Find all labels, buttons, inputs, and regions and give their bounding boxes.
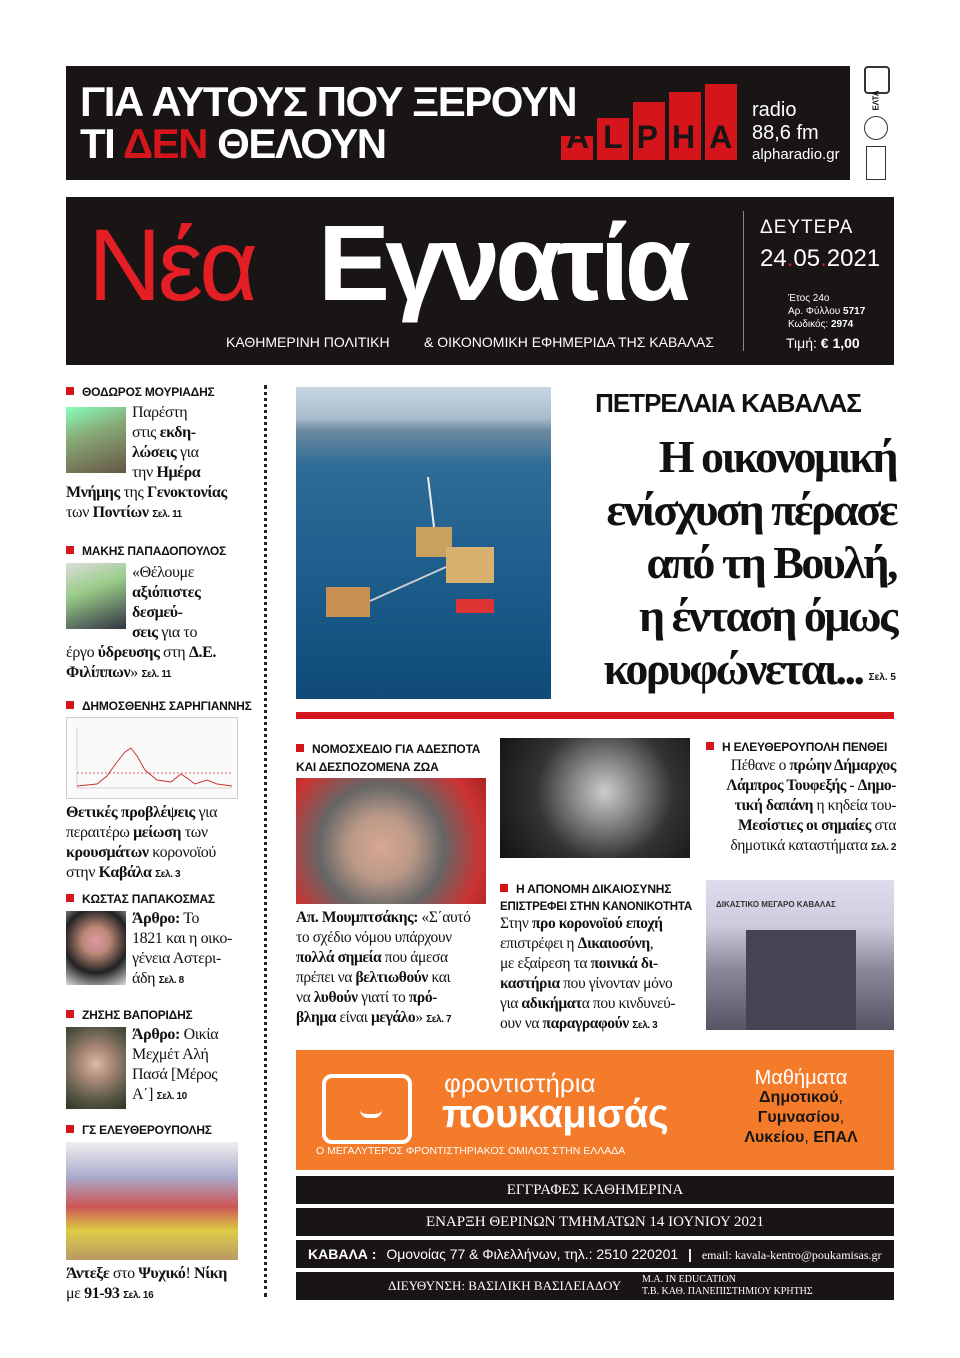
- radio-site: alpharadio.gr: [752, 146, 840, 163]
- code-number: 2974: [830, 319, 854, 330]
- radio-banner: [66, 66, 850, 180]
- issue-year: Έτος 24ο: [788, 293, 830, 304]
- postal-stamp: [858, 66, 894, 184]
- covid-trend-graphic: [67, 718, 239, 800]
- ad-brand-name: πουκαμισάς: [442, 1092, 669, 1136]
- ad-row-summer: ΕΝΑΡΞΗ ΘΕΡΙΝΩΝ ΤΜΗΜΑΤΩΝ 14 ΙΟΥΝΙΟΥ 2021: [296, 1208, 894, 1236]
- issue-day: ΔΕΥΤΕΡΑ: [760, 217, 854, 238]
- price-value: € 1,00: [820, 335, 860, 351]
- banner-line1: ΓΙΑ ΑΥΤΟΥΣ ΠΟΥ ΞΕΡΟΥΝ: [80, 78, 577, 125]
- story-sarigiannis: Θετικές προβλέψεις για περαιτέρω μείωση των κρουσμάτων κορονοϊού στην Καβάλα Σελ. 3: [66, 804, 218, 881]
- photo-papadopoulos: [66, 563, 126, 629]
- page-ref: Σελ. 11: [141, 669, 172, 680]
- kicker-vaporidis: ΖΗΣΗΣ ΒΑΠΟΡΙΔΗΣ: [66, 1008, 193, 1022]
- photo-toufexis: [500, 738, 690, 858]
- sheet-number: 5717: [843, 306, 866, 317]
- ad-courses-title: Μαθήματα: [754, 1067, 848, 1089]
- photo-mouriadis: [66, 407, 126, 473]
- headline-line: ενίσχυση πέρασε: [606, 484, 896, 535]
- date-year: 2021: [826, 245, 881, 272]
- photo-courthouse: [706, 880, 894, 1030]
- photo-moumptsakis: [296, 778, 486, 904]
- page-ref: Σελ. 16: [123, 1290, 154, 1301]
- price-label: Τιμή:: [786, 335, 817, 351]
- masthead-subtitle-b: & ΟΙΚΟΝΟΜΙΚΗ ΕΦΗΜΕΡΙΔΑ ΤΗΣ ΚΑΒΑΛΑΣ: [424, 334, 714, 350]
- tutoring-ad: [296, 1050, 894, 1170]
- page-ref: Σελ. 7: [426, 1014, 452, 1025]
- kicker-mourning: Η ΕΛΕΥΘΕΡΟΥΠΟΛΗ ΠΕΝΘΕΙ: [706, 740, 887, 754]
- column-divider: [264, 385, 267, 1297]
- story-gs-eleftheroupolis: Άντεξε στο Ψυχικό! Νίκη με 91-93 Σελ. 16: [66, 1265, 227, 1302]
- sheet-label: Αρ. Φύλλου: [788, 306, 841, 317]
- page-ref: Σελ. 8: [158, 975, 184, 986]
- banner-line2-c: ΘΕΛΟΥΝ: [206, 120, 386, 167]
- kicker-mouriadis: ΘΟΔΩΡΟΣ ΜΟΥΡΙΑΔΗΣ: [66, 385, 215, 399]
- story-stray-animals: Απ. Μουμπτσάκης: «Σ΄αυτό το σχέδιο νόμου υπάρχουν πολλά σημεία που άμεσα πρέπει να βελτιωθούν και να λυθούν γιατί το πρό- βλημα είναι μεγάλο» Σελ. 7: [296, 909, 471, 1026]
- story-mouriadis: Παρέστη στις εκδη- λώσεις για την Ημέρα: [132, 404, 201, 481]
- banner-line2-a: ΤΙ: [80, 120, 123, 167]
- issue-code: [788, 319, 853, 330]
- headline-line: κορυφώνεται... Σελ. 5: [603, 643, 896, 694]
- story-justice: Στην προ κορονοϊού εποχή επιστρέφει η Δικαιοσύνη, με εξαίρεση τα ποινικά δι- καστήρια που γίνονταν μόνο για αδικήματα που κινδυνεύ- ουν να παραγραφούν Σελ. 3: [500, 915, 676, 1032]
- photo-basketball: [66, 1142, 238, 1260]
- page-ref: Σελ. 10: [156, 1091, 187, 1102]
- radio-label: radio: [752, 99, 797, 121]
- ad-row-address: [296, 1240, 894, 1268]
- postal-seal-icon: [864, 116, 888, 140]
- main-kicker: ΠΕΤΡΕΛΑΙΑ ΚΑΒΑΛΑΣ: [595, 388, 861, 418]
- ad-sep: |: [688, 1246, 692, 1262]
- page-ref: Σελ. 11: [152, 509, 182, 520]
- masthead: [66, 197, 894, 365]
- date-sep1: .: [786, 245, 794, 272]
- page-ref: Σελ. 3: [632, 1020, 658, 1031]
- kicker-papakosmas: ΚΩΣΤΑΣ ΠΑΠΑΚΟΣΜΑΣ: [66, 892, 215, 906]
- photo-oil-platform: [296, 387, 551, 699]
- story-vaporidis: Άρθρο: Οικία Μεχμέτ Αλή Πασά [Μέρος Α΄] Σελ. 10: [132, 1026, 219, 1103]
- date-day: 24: [760, 245, 787, 272]
- kicker-papadopoulos: ΜΑΚΗΣ ΠΑΠΑΔΟΠΟΥΛΟΣ: [66, 544, 226, 558]
- ad-logo-icon: [322, 1074, 412, 1144]
- kicker-stray-animals: ΝΟΜΟΣΧΕΔΙΟ ΓΙΑ ΑΔΕΣΠΟΤΑ ΚΑΙ ΔΕΣΠΟΖΟΜΕΝΑ ΖΩΑ: [296, 742, 481, 774]
- postal-permit-icon: [866, 146, 886, 180]
- story-papadopoulos: «Θέλουμε αξιόπιστες δεσμεύ- σεις για το: [132, 564, 201, 641]
- kicker-justice: Η ΑΠΟΝΟΜΗ ΔΙΚΑΙΟΣΥΝΗΣ ΕΠΙΣΤΡΕΦΕΙ ΣΤΗΝ ΚΑΝΟΝΙΚΟΤΗΤΑ: [500, 882, 692, 913]
- headline-line: από τη Βουλή,: [646, 537, 896, 588]
- masthead-subtitle-a: ΚΑΘΗΜΕΡΙΝΗ ΠΟΛΙΤΙΚΗ: [226, 334, 390, 350]
- story-papadopoulos-cont: έργο ύδρευσης στη Δ.Ε. Φιλίππων» Σελ. 11: [66, 644, 216, 681]
- photo-vaporidis: [66, 1027, 126, 1109]
- elta-label: ΕΛΤΑ: [871, 90, 881, 111]
- kicker-sarigiannis: ΔΗΜΟΣΘΕΝΗΣ ΣΑΡΗΓΙΑΝΝΗΣ: [66, 699, 252, 713]
- ad-email: email: kavala-kentro@poukamisas.gr: [701, 1248, 882, 1262]
- story-mourning: Πέθανε ο πρώην Δήμαρχος Λάμπρος Τουφεξής - Δημο- τική δαπάνη η κηδεία του- Μεσίστιες οι σημαίες στα δημοτικά καταστήματα Σελ. 2: [726, 757, 896, 854]
- issue-date: [760, 245, 880, 273]
- ad-city: ΚΑΒΑΛΑ :: [308, 1246, 377, 1262]
- main-headline: [556, 430, 896, 704]
- ad-courses: Μαθήματα Δημοτικού, Γυμνασίου, Λυκείου, ΕΠΑΛ: [716, 1068, 886, 1148]
- alpha-brand: ALPHA: [566, 119, 747, 155]
- alpha-logo: [556, 84, 746, 160]
- radio-frequency: 88,6 fm: [752, 122, 819, 144]
- issue-sheet: [788, 306, 865, 317]
- section-rule: [296, 712, 894, 719]
- page-ref: Σελ. 2: [870, 842, 896, 853]
- page-ref: Σελ. 3: [155, 869, 181, 880]
- headline-line: η ένταση όμως: [639, 590, 896, 641]
- banner-line2-b: ΔΕΝ: [122, 120, 207, 167]
- photo-papakosmas: [66, 911, 126, 985]
- covid-chart-thumbnail: [66, 717, 238, 799]
- code-label: Κωδικός:: [788, 319, 829, 330]
- ad-cred1: M.A. IN EDUCATION: [642, 1274, 736, 1285]
- masthead-title-b: Εγνατία: [318, 202, 687, 323]
- ad-tagline: Ο ΜΕΓΑΛΥΤΕΡΟΣ ΦΡΟΝΤΙΣΤΗΡΙΑΚΟΣ ΟΜΙΛΟΣ ΣΤΗΝ ΕΛΛΑΔΑ: [316, 1145, 626, 1157]
- headline-line: Η οικονομική: [658, 431, 896, 482]
- date-sep2: .: [820, 245, 827, 272]
- ad-cred2: Τ.Β. ΚΑΘ. ΠΑΝΕΠΙΣΤΗΜΙΟΥ ΚΡΗΤΗΣ: [642, 1286, 813, 1297]
- ad-row-director: [296, 1272, 894, 1300]
- ad-row-enrollments: ΕΓΓΡΑΦΕΣ ΚΑΘΗΜΕΡΙΝΑ: [296, 1176, 894, 1204]
- left-column: [66, 385, 256, 1305]
- story-papakosmas: Άρθρο: Το 1821 και η οικο- γένεια Αστερι- άδη Σελ. 8: [132, 910, 232, 987]
- story-mouriadis-cont: Μνήμης της Γενοκτονίας των Ποντίων Σελ. 11: [66, 484, 227, 521]
- masthead-divider: [743, 211, 744, 351]
- banner-line2: [80, 122, 386, 166]
- courthouse-sign: ΔΙΚΑΣΤΙΚΟ ΜΕΓΑΡΟ ΚΑΒΑΛΑΣ: [716, 900, 836, 909]
- oil-platform-graphic: [296, 387, 551, 699]
- ad-director: ΔΙΕΥΘΥΝΣΗ: ΒΑΣΙΛΙΚΗ ΒΑΣΙΛΕΙΑΔΟΥ: [388, 1278, 622, 1293]
- ad-address: Ομονοίας 77 & Φιλελλήνων, τηλ.: 2510 220201: [386, 1246, 679, 1262]
- kicker-gs-eleftheroupolis: ΓΣ ΕΛΕΥΘΕΡΟΥΠΟΛΗΣ: [66, 1123, 212, 1137]
- date-month: 05: [793, 245, 821, 272]
- page-ref: Σελ. 5: [868, 672, 896, 683]
- masthead-title-a: Νέα: [88, 208, 255, 322]
- ad-brand-top: φροντιστήρια: [444, 1068, 596, 1098]
- issue-price: [786, 335, 860, 351]
